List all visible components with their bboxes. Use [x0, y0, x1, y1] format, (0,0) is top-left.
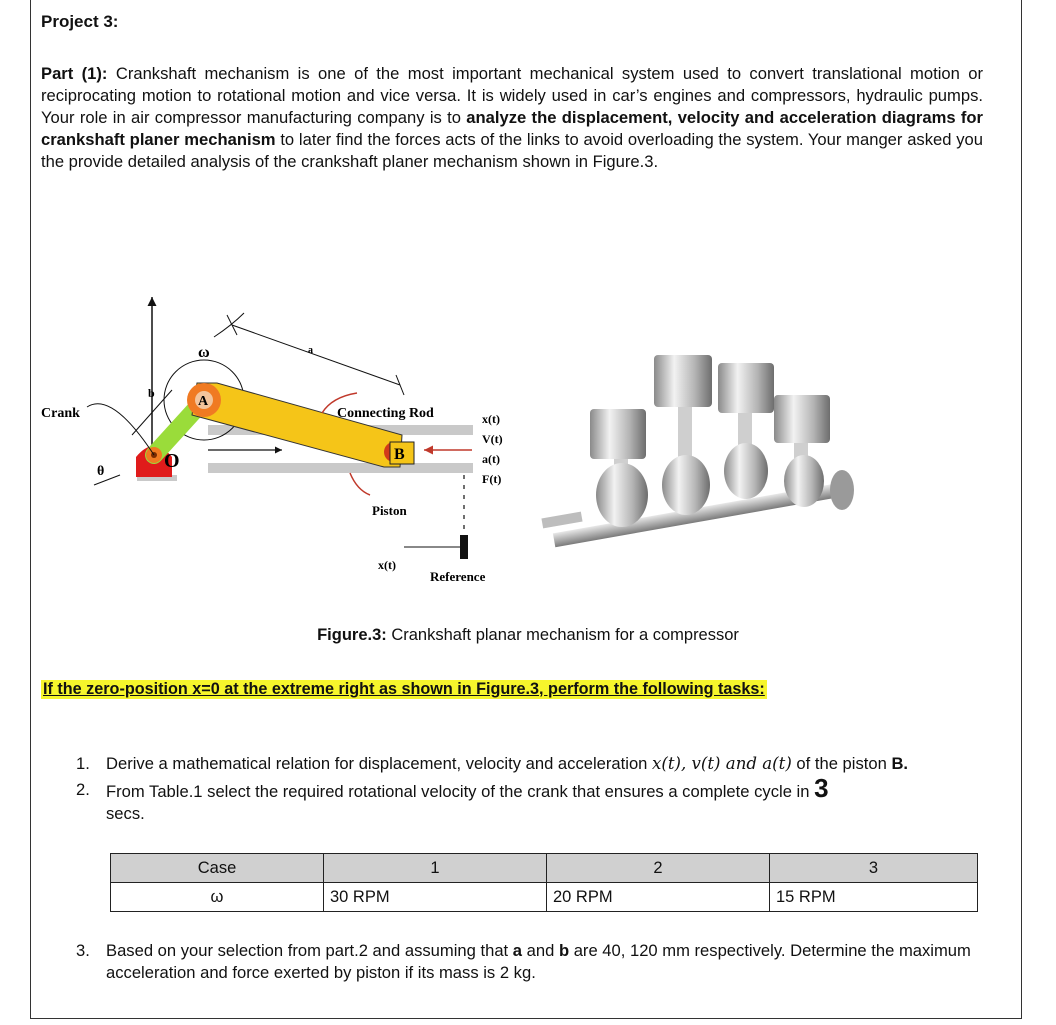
caption-label: Figure.3:	[317, 626, 387, 644]
connecting-rod-label: Connecting Rod	[337, 406, 434, 421]
part-label: Part (1):	[41, 64, 108, 83]
f-t-label: F(t)	[482, 472, 502, 486]
figure-caption	[0, 626, 1056, 645]
table-header-cell: 3	[770, 854, 978, 883]
task-text-part: From Table.1 select the required rotational velocity of the crank that ensures a complete cycle in	[106, 782, 815, 801]
part-text-1: Crankshaft mechanism is one of the most important mechanical system used to convert translational motion or reciprocating motion to rotational motion and vice versa. It is widely used in car’s engines and compressors, hydraulic pumps. Your role in air compressor manufacturing company is to	[41, 64, 983, 127]
task-text-part: are 40, 120 mm respectively. Determine the maximum acceleration and force exerted by piston if its mass is 2 kg.	[106, 941, 971, 982]
task-text	[106, 773, 981, 825]
part-bold-text: analyze the displacement, velocity and acceleration diagrams for crankshaft planer mechanism	[41, 108, 983, 149]
table-header-cell: Case	[111, 854, 324, 883]
point-b-label: B	[394, 446, 405, 463]
task-number: 3.	[76, 941, 90, 960]
caption-text: Crankshaft planar mechanism for a compressor	[386, 626, 739, 644]
table-cell: 20 RPM	[547, 883, 770, 912]
table-row	[111, 883, 978, 912]
task-text-part: and	[522, 941, 559, 960]
crank-label: Crank	[41, 406, 80, 421]
x-t-bottom-label: x(t)	[378, 558, 396, 572]
task-math: x(t), v(t) and a(t)	[652, 754, 792, 773]
dimension-a-label: a	[308, 345, 313, 356]
a-t-label: a(t)	[482, 452, 500, 466]
table-header-row	[111, 854, 978, 883]
x-t-label: x(t)	[482, 412, 500, 426]
reference-label: Reference	[430, 569, 486, 584]
table-cell-label: ω	[111, 883, 324, 912]
task-text-part: Derive a mathematical relation for displacement, velocity and acceleration	[106, 754, 653, 773]
dimension-b-label: b	[148, 386, 155, 400]
v-t-label: V(t)	[482, 432, 503, 446]
task-item	[76, 753, 981, 775]
task-3	[76, 940, 981, 984]
figure-3	[32, 285, 1012, 615]
point-a-label: A	[198, 394, 209, 409]
mechanism-schematic	[87, 297, 473, 559]
point-o-label: O	[164, 450, 180, 472]
task-number: 2.	[76, 780, 90, 799]
task-bold: B.	[891, 754, 909, 773]
task-text	[106, 940, 981, 984]
table-header-cell: 1	[324, 854, 547, 883]
table-cell: 30 RPM	[324, 883, 547, 912]
task-text-part: Based on your selection from part.2 and assuming that	[106, 941, 513, 960]
part-text-2: to later find the forces acts of the links to avoid overloading the system. Your manger asked you the provide detailed analysis of the crankshaft planer mechanism shown in Figure.3.	[41, 130, 983, 171]
rpm-table	[110, 853, 978, 912]
task-number: 1.	[76, 754, 90, 773]
theta-label: θ	[97, 464, 105, 479]
piston-label: Piston	[372, 503, 407, 518]
crankshaft-illustration	[541, 355, 854, 547]
omega-label: ω	[198, 344, 210, 361]
task-big-number: 3	[814, 773, 829, 803]
task-item	[76, 940, 981, 984]
table-cell: 15 RPM	[770, 883, 978, 912]
task-bold: a	[512, 941, 523, 960]
table-header-cell: 2	[547, 854, 770, 883]
task-item	[76, 773, 981, 825]
task-text-part: of the piston	[791, 754, 892, 773]
instruction-note: If the zero-position x=0 at the extreme right as shown in Figure.3, perform the following tasks:	[43, 680, 765, 698]
task-list	[76, 753, 981, 825]
project-title: Project 3:	[41, 12, 119, 31]
task-bold: b	[558, 941, 570, 960]
task-text	[106, 753, 981, 775]
part-1-paragraph	[41, 63, 983, 173]
task-text-part: secs.	[106, 804, 145, 823]
